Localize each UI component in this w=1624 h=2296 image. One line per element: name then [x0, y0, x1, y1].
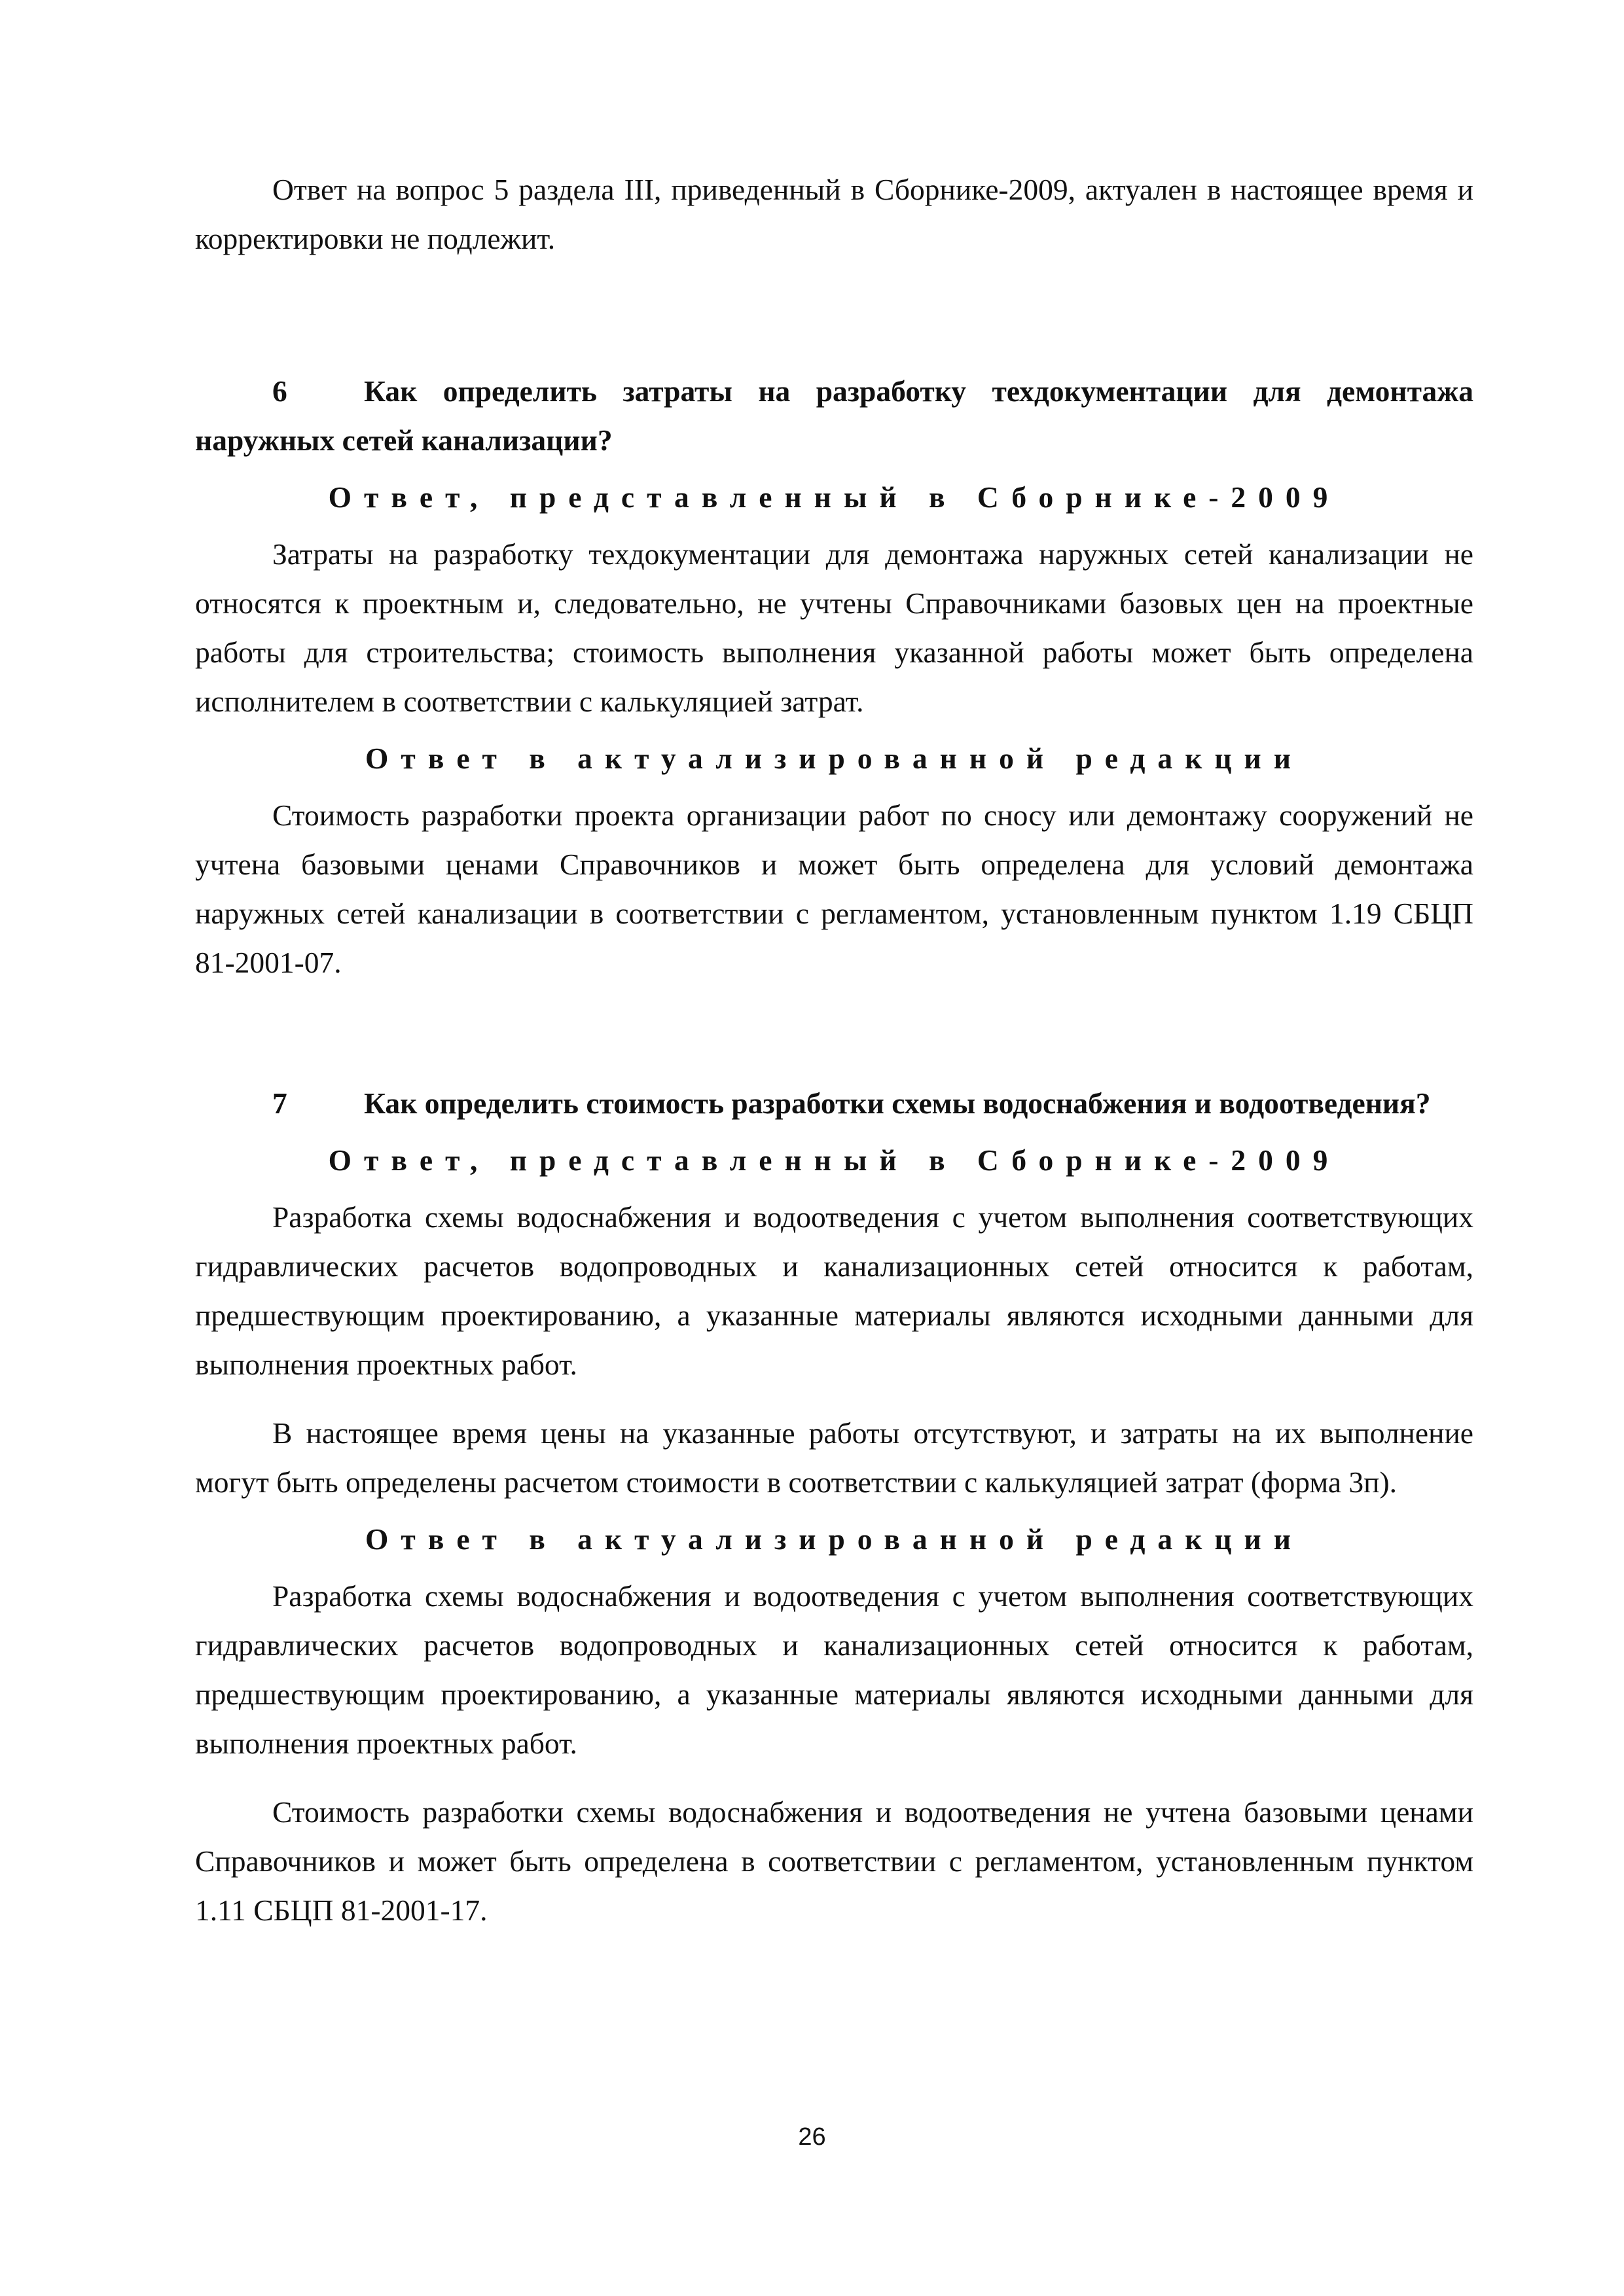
question-heading: [195, 1079, 1473, 1128]
answer-2009-heading: Ответ, представленный в Сборнике-2009: [328, 480, 1341, 514]
answer-paragraph: В настоящее время цены на указанные работы отсутствуют, и затраты на их выполнение могут быть определены расчетом стоимости в соответствии с калькуляцией затрат (форма 3п).: [195, 1416, 1473, 1499]
spacer: [195, 263, 1473, 367]
question-text: Как определить затраты на разработку техдокументации для демонтажа наружных сетей канализации?: [195, 374, 1473, 457]
intro-paragraph: Ответ на вопрос 5 раздела III, приведенный в Сборнике-2009, актуален в настоящее время и корректировки не подлежит.: [195, 173, 1473, 255]
answer-paragraph: Затраты на разработку техдокументации для демонтажа наружных сетей канализации не относятся к проектным и, следовательно, не учтены Справочниками базовых цен на проектные работы для строительства; стоимость выполнения указанной работы может быть определена исполнителем в соответствии с калькуляцией затрат.: [195, 537, 1473, 718]
answer-paragraph: Разработка схемы водоснабжения и водоотведения с учетом выполнения соответствующих гидравлических расчетов водопроводных и канализационных сетей относится к работам, предшествующим проектированию, а указанные материалы являются исходными данными для выполнения проектных работ.: [195, 1579, 1473, 1760]
answer-paragraph: Стоимость разработки проекта организации работ по сносу или демонтажу сооружений не учтена базовыми ценами Справочников и может быть определена для условий демонтажа наружных сетей канализации в соответствии с регламентом, установленным пунктом 1.19 СБЦП 81-2001-07.: [195, 798, 1473, 979]
question-heading: [195, 367, 1473, 465]
answer-updated-heading: Ответ в актуализированной редакции: [365, 1522, 1303, 1556]
spacer: [195, 987, 1473, 1079]
answer-paragraph: Разработка схемы водоснабжения и водоотведения с учетом выполнения соответствующих гидравлических расчетов водопроводных и канализационных сетей относится к работам, предшествующим проектированию, а указанные материалы являются исходными данными для выполнения проектных работ.: [195, 1200, 1473, 1381]
answer-2009-heading: Ответ, представленный в Сборнике-2009: [328, 1143, 1341, 1177]
answer-updated-heading: Ответ в актуализированной редакции: [365, 742, 1303, 775]
question-text: Как определить стоимость разработки схемы водоснабжения и водоотведения?: [364, 1086, 1431, 1120]
question-section-6: [195, 367, 1473, 987]
question-section-7: [195, 1079, 1473, 1935]
question-number: 6: [272, 374, 287, 408]
answer-paragraph: Стоимость разработки схемы водоснабжения и водоотведения не учтена базовыми ценами Справочников и может быть определена в соответствии с регламентом, установленным пунктом 1.11 СБЦП 81-2001-17.: [195, 1795, 1473, 1927]
question-number: 7: [272, 1086, 287, 1120]
document-page: [195, 165, 1473, 1935]
page-number: 26: [798, 2123, 826, 2151]
